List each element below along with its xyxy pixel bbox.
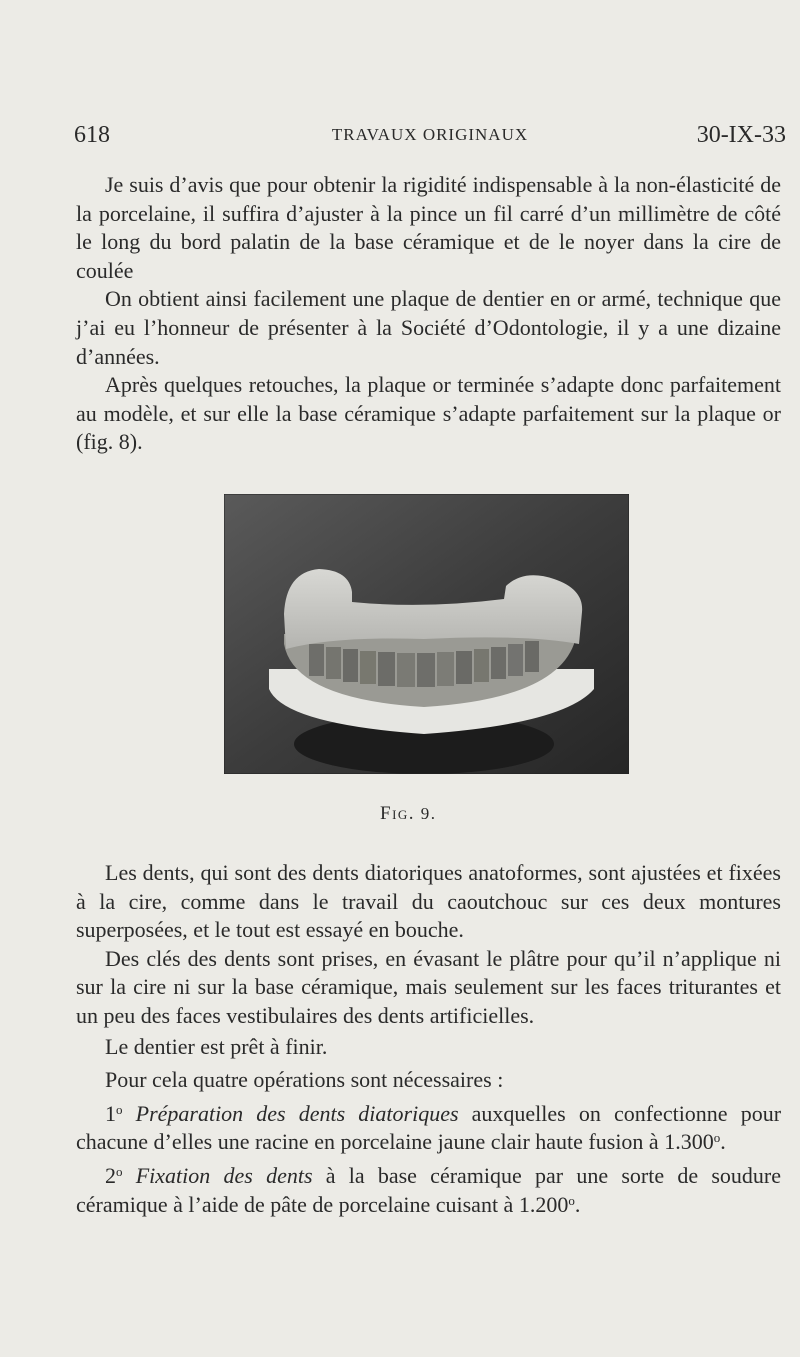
step-item: [76, 1100, 781, 1157]
paragraph: On obtient ainsi facilement une plaque de dentier en or armé, technique que j’ai eu l’honneur de présenter à la Société d’Odontologie, il y a une dizaine d’années.: [76, 286, 781, 369]
paragraph: Des clés des dents sont prises, en évasant le plâtre pour qu’il n’applique ni sur la cire ni sur la base céramique, mais seulement sur les faces triturantes et un peu des faces vestibulaires des dents artificielles.: [76, 945, 781, 1028]
step-item: [76, 1162, 781, 1219]
paragraph: Je suis d’avis que pour obtenir la rigidité indispensable à la non-élasticité de la porcelaine, il suffira d’ajuster à la pince un fil carré d’un millimètre de côté le long du bord palatin de la base céramique et de le noyer dans la cire de coulée: [76, 172, 781, 283]
figure-photo: [224, 494, 629, 774]
paragraph: Le dentier est prêt à finir.: [105, 1033, 328, 1059]
degree-mark: o: [116, 1101, 123, 1117]
step-text: à la base céramique par une sorte de soudure céramique à l’aide de pâte de porcelaine cuisant à 1.200: [76, 1162, 781, 1217]
denture-photo-illustration: [224, 494, 629, 774]
paragraph: Les dents, qui sont des dents diatoriques anatoformes, sont ajustées et fixées à la cire, comme dans le travail du caoutchouc sur ces deux montures superposées, et le tout est essayé en bouche.: [76, 860, 781, 943]
paragraph: Après quelques retouches, la plaque or terminée s’adapte donc parfaitement au modèle, et sur elle la base céramique s’adapte parfaitement sur la plaque or (fig. 8).: [76, 372, 781, 455]
step-number: 2: [105, 1162, 116, 1188]
degree-mark: o: [116, 1163, 123, 1179]
step-end: .: [574, 1191, 581, 1217]
degree-mark: o: [568, 1192, 575, 1208]
running-title: TRAVAUX ORIGINAUX: [331, 125, 529, 144]
figure-caption: [380, 803, 437, 825]
page-number: 618: [74, 122, 110, 148]
degree-mark: o: [713, 1130, 721, 1146]
caption-label: Fig.: [380, 803, 416, 824]
step-end: .: [720, 1129, 726, 1155]
step-title: Fixation des dents: [135, 1162, 313, 1188]
step-title: Préparation des dents diatoriques: [135, 1100, 459, 1126]
step-text: auxquelles on confectionne pour chacune d’elles une racine en porcelaine jaune clair haute fusion à 1.300: [76, 1100, 782, 1155]
paragraph: Pour cela quatre opérations sont nécessaires :: [105, 1067, 504, 1093]
caption-number: 9.: [420, 804, 437, 823]
step-number: 1: [105, 1100, 116, 1126]
text-block-bottom: [76, 859, 781, 1219]
page-header: [74, 122, 786, 152]
text-block-top: [76, 171, 781, 457]
issue-date: 30-IX-33: [696, 122, 786, 148]
